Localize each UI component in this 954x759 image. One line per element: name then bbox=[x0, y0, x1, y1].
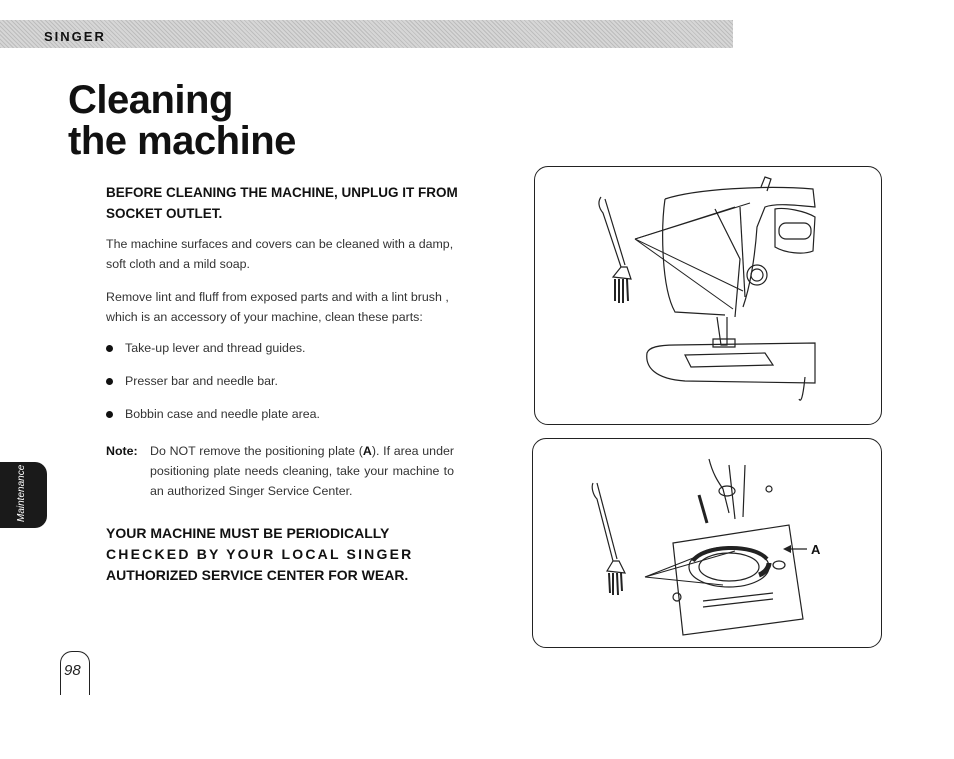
unplug-warning-heading: BEFORE CLEANING THE MACHINE, UNPLUG IT FROM SOCKET OUTLET. bbox=[106, 185, 458, 221]
note-highlight: A bbox=[362, 444, 372, 458]
bobbin-area-illustration bbox=[532, 438, 882, 648]
brush-handle-icon bbox=[599, 197, 621, 267]
page-title-line-1: Cleaning bbox=[68, 78, 233, 122]
page-number: 98 bbox=[64, 662, 81, 679]
bullet-text: Take-up lever and thread guides. bbox=[125, 341, 306, 355]
note-text-after: ). If area under positioning plate needs cleaning, take your machine to an authorized Singer Service Center. bbox=[150, 444, 454, 498]
header-bar bbox=[0, 20, 733, 48]
lint-paragraph: Remove lint and fluff from exposed parts and with a lint brush , which is an accessory of your machine, clean these parts: bbox=[106, 290, 449, 324]
pointer-lines bbox=[635, 203, 750, 309]
section-tab bbox=[0, 462, 47, 528]
bullet-icon bbox=[106, 411, 113, 418]
page-title bbox=[68, 80, 296, 162]
callout-label: A bbox=[811, 542, 821, 557]
service-heading-line-3: AUTHORIZED SERVICE CENTER FOR WEAR. bbox=[106, 567, 409, 583]
bullet-item bbox=[106, 341, 305, 355]
section-tab-label: Maintenance bbox=[16, 464, 27, 522]
page-title-line-2: the machine bbox=[68, 119, 296, 163]
service-heading-line-1: YOUR MACHINE MUST BE PERIODICALLY bbox=[106, 525, 390, 541]
note-text-before: Do NOT remove the positioning plate ( bbox=[150, 444, 363, 458]
bobbin-drawing bbox=[533, 439, 881, 647]
bullet-icon bbox=[106, 345, 113, 352]
arrow-left-icon bbox=[783, 545, 791, 553]
note-label: Note: bbox=[106, 444, 138, 458]
brand-logo: SINGER bbox=[44, 29, 106, 44]
cleaning-paragraph: The machine surfaces and covers can be cleaned with a damp, soft cloth and a mild soap. bbox=[106, 237, 454, 271]
bullet-icon bbox=[106, 378, 113, 385]
note-text bbox=[150, 441, 454, 501]
machine-illustration bbox=[534, 166, 882, 425]
brush-handle-icon bbox=[592, 483, 613, 561]
bullet-text: Presser bar and needle bar. bbox=[125, 374, 278, 388]
service-heading-line-2: CHECKED BY YOUR LOCAL SINGER bbox=[106, 546, 414, 562]
callout-a bbox=[783, 542, 821, 557]
pointer-lines bbox=[645, 551, 735, 585]
bullet-item bbox=[106, 407, 320, 421]
service-heading bbox=[106, 523, 456, 586]
bullet-item bbox=[106, 374, 278, 388]
bullet-text: Bobbin case and needle plate area. bbox=[125, 407, 320, 421]
machine-drawing bbox=[535, 167, 881, 424]
page-number-tab bbox=[60, 651, 90, 695]
